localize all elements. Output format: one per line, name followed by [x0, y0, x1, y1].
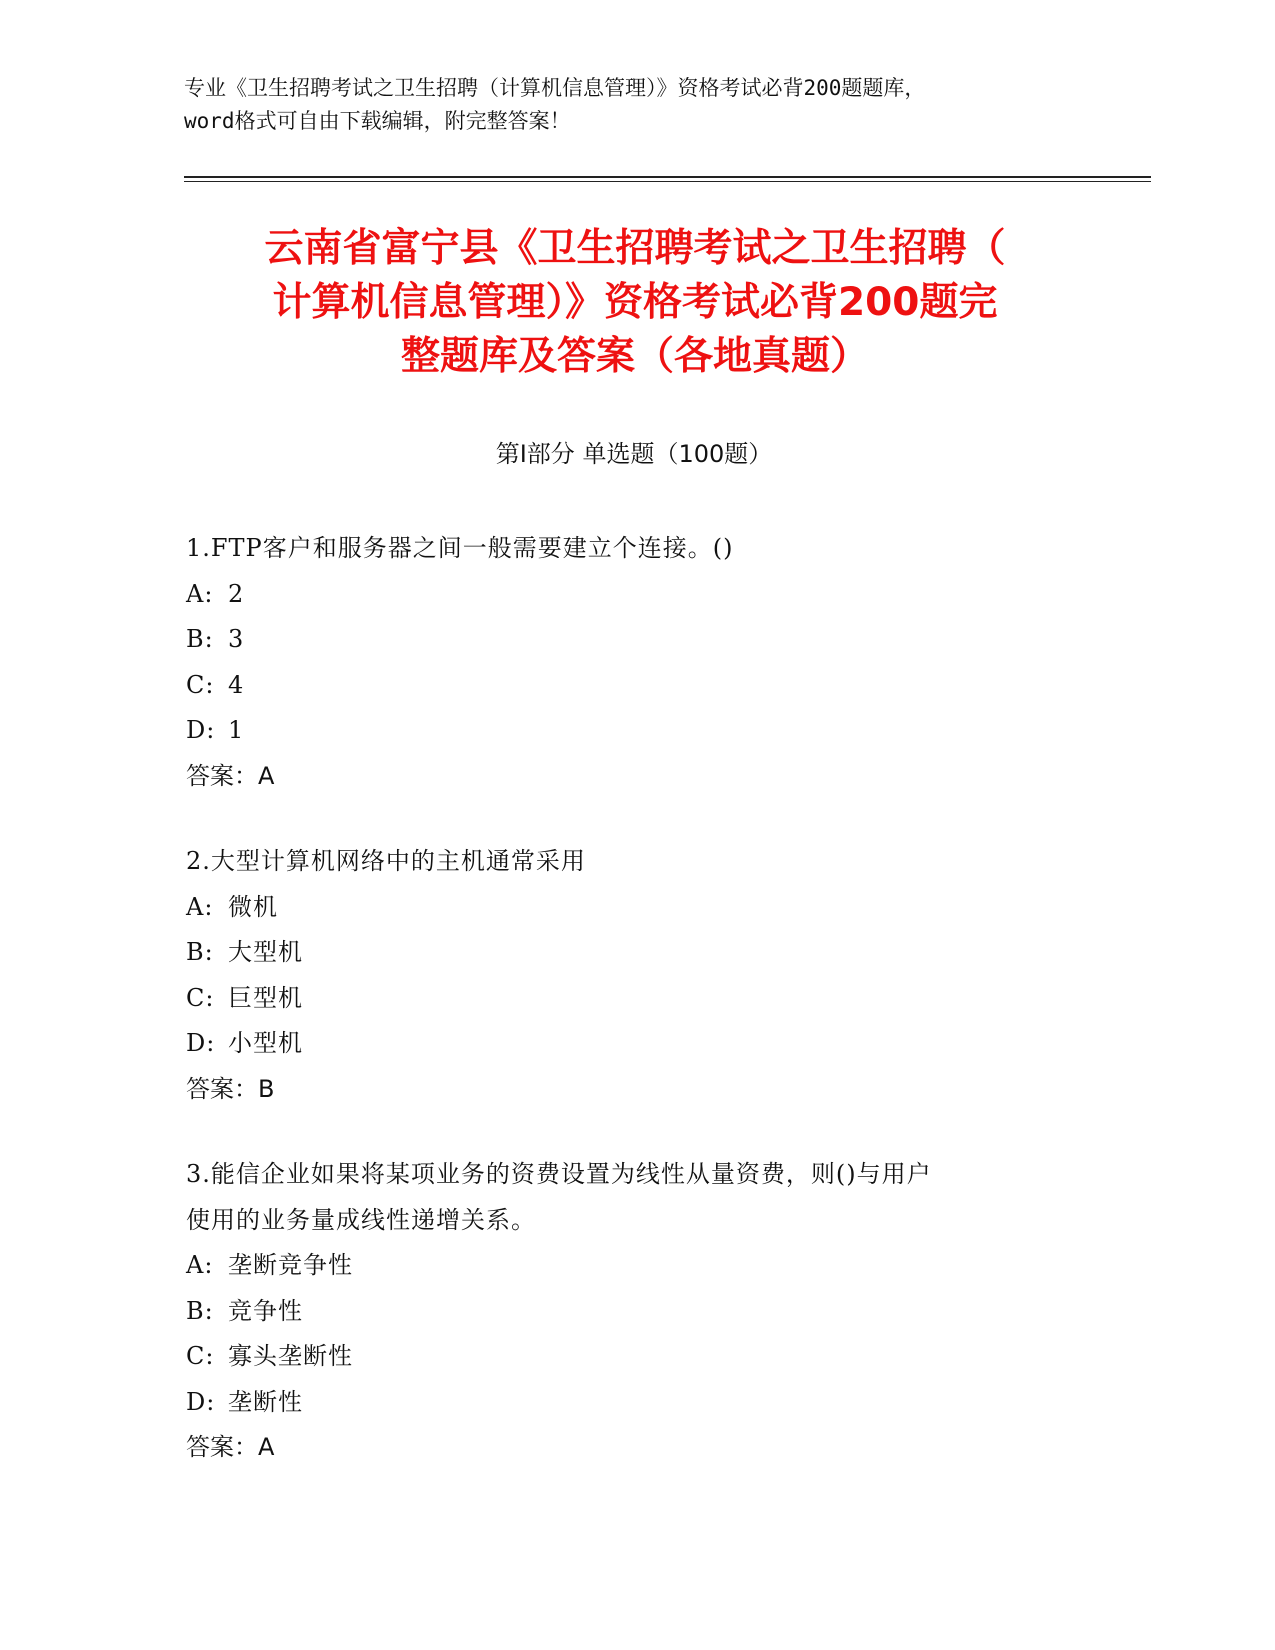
option-text: 1 — [228, 716, 245, 744]
answer-line: 答案：B — [186, 1074, 275, 1103]
option-text: 大型机 — [228, 938, 303, 966]
option-b — [186, 1289, 1066, 1335]
option-c — [186, 976, 1066, 1022]
answer-line: 答案：A — [186, 761, 275, 790]
option-text: 4 — [228, 670, 245, 699]
option-d — [186, 1021, 1066, 1067]
option-a — [186, 572, 1066, 618]
option-letter: D: — [186, 1029, 216, 1057]
option-letter: A: — [186, 892, 214, 921]
main-title-line-1: 云南省富宁县《卫生招聘考试之卫生招聘（ — [264, 226, 1006, 271]
option-text: 微机 — [228, 892, 278, 921]
option-a — [186, 885, 1066, 931]
option-c — [186, 1334, 1066, 1380]
option-c — [186, 663, 1066, 709]
question-2 — [186, 839, 1066, 1112]
option-letter: B: — [186, 1296, 214, 1325]
option-a — [186, 1243, 1066, 1289]
option-text: 垄断竞争性 — [228, 1251, 353, 1279]
header-note-line-2: word格式可自由下载编辑，附完整答案！ — [184, 109, 571, 133]
option-text: 竞争性 — [228, 1296, 303, 1325]
header-note-line-1: 专业《卫生招聘考试之卫生招聘（计算机信息管理）》资格考试必背200题题库， — [184, 76, 926, 100]
option-text: 3 — [228, 625, 245, 653]
question-stem-line-1: 3.能信企业如果将某项业务的资费设置为线性从量资费，则()与用户 — [186, 1160, 932, 1188]
option-letter: B: — [186, 938, 214, 966]
option-letter: C: — [186, 983, 215, 1012]
option-letter: B: — [186, 625, 214, 653]
answer-line: 答案：A — [186, 1433, 275, 1461]
option-text: 寡头垄断性 — [228, 1342, 353, 1370]
main-title-line-2: 计算机信息管理）》资格考试必背200题完 — [272, 280, 998, 325]
question-stem: 2.大型计算机网络中的主机通常采用 — [186, 847, 586, 875]
question-stem-line-2: 使用的业务量成线性递增关系。 — [186, 1205, 536, 1234]
option-text: 小型机 — [228, 1029, 303, 1057]
option-b — [186, 930, 1066, 976]
question-3 — [186, 1152, 1066, 1471]
option-letter: C: — [186, 670, 215, 699]
option-d — [186, 1380, 1066, 1426]
question-stem: 1.FTP客户和服务器之间一般需要建立个连接。() — [186, 534, 734, 562]
option-letter: D: — [186, 716, 216, 744]
header-divider-thin — [184, 181, 1151, 182]
option-letter: C: — [186, 1342, 215, 1370]
main-title-line-3: 整题库及答案（各地真题） — [400, 334, 869, 379]
section-title: 第Ⅰ部分 单选题（100题） — [495, 440, 773, 468]
header-divider-thick — [184, 176, 1151, 178]
option-letter: A: — [186, 579, 214, 608]
question-list — [186, 526, 1066, 1511]
main-title — [190, 222, 1080, 384]
option-text: 巨型机 — [228, 983, 303, 1012]
option-text: 2 — [228, 579, 245, 608]
option-letter: A: — [186, 1251, 214, 1279]
option-text: 垄断性 — [228, 1387, 303, 1416]
header-note — [184, 72, 1084, 138]
option-d — [186, 708, 1066, 754]
question-1 — [186, 526, 1066, 799]
option-letter: D: — [186, 1387, 216, 1416]
option-b — [186, 617, 1066, 663]
